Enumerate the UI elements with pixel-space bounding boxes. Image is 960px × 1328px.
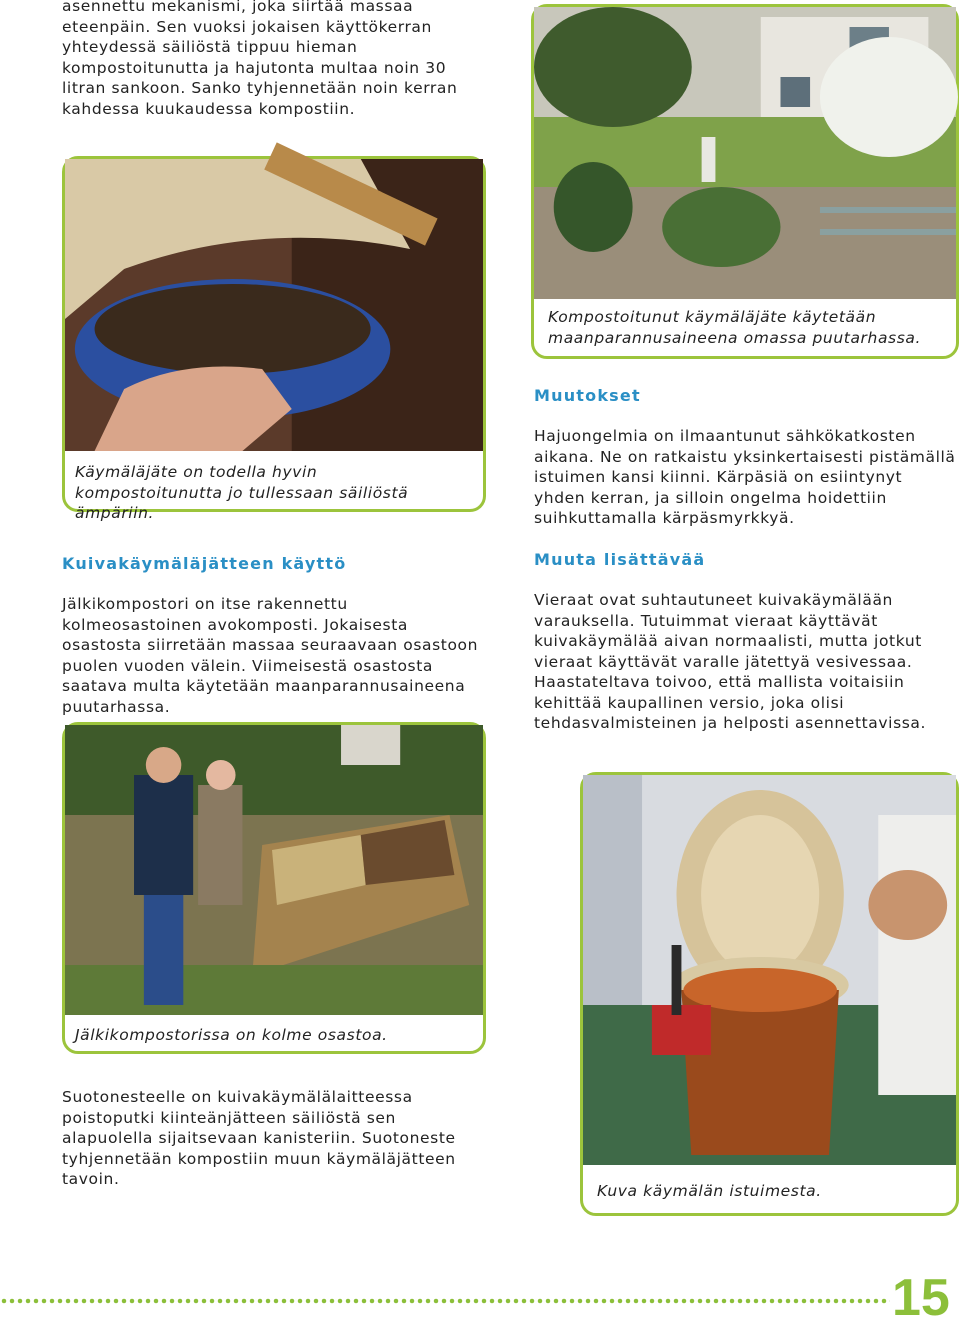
composter-photo-frame bbox=[62, 722, 486, 1054]
garden-photo bbox=[534, 7, 956, 299]
bucket-photo bbox=[65, 159, 483, 451]
bucket-caption: Käymäläjäte on todella hyvin kompostoitunutta jo tullessaan säiliöstä ämpäriin. bbox=[75, 463, 409, 522]
composter-caption: Jälkikompostorissa on kolme osastoa. bbox=[75, 1026, 388, 1044]
footer-dotted-line bbox=[0, 1297, 890, 1305]
kaytto-paragraph: Jälkikompostori on itse rakennettu kolmeosastoinen avokomposti. Jokaisesta osastosta siirretään massaa seuraavaan osastoon puolen vuoden välein. Viimeisestä osastosta saatava multa käytetään maanparannusaineena puutarhassa. bbox=[62, 595, 479, 716]
composter-photo bbox=[65, 725, 483, 1015]
toilet-caption: Kuva käymälän istuimesta. bbox=[597, 1182, 822, 1200]
page-number: 15 bbox=[892, 1269, 950, 1327]
muutokset-heading: Muutokset bbox=[534, 386, 641, 405]
toilet-photo-frame bbox=[580, 772, 959, 1216]
suotoneste-paragraph: Suotonesteelle on kuivakäymälälaitteessa poistoputki kiinteänjätteen säiliöstä sen alapuolella sijaitsevaan kanisteriin. Suotoneste tyhjennetään kompostiin muun käymäläjätteen tavoin. bbox=[62, 1088, 456, 1188]
muutokset-paragraph: Hajuongelmia on ilmaantunut sähkökatkosten aikana. Ne on ratkaistu yksinkertaisesti pistämällä istuimen kansi kiinni. Kärpäsiä on esiintynyt yhden kerran, ja silloin ongelma hoidettiin suihkuttamalla kärpäsmyrkkyä. bbox=[534, 427, 956, 527]
kaytto-heading: Kuivakäymäläjätteen käyttö bbox=[62, 554, 347, 573]
intro-paragraph: asennettu mekanismi, joka siirtää massaa eteenpäin. Sen vuoksi jokaisen käyttökerran yhteydessä säiliöstä tippuu hieman kompostoitunutta ja hajutonta multaa noin 30 litran sankoon. Sanko tyhjennetään noin kerran kahdessa kuukaudessa kompostiin. bbox=[62, 0, 458, 118]
muuta-paragraph: Vieraat ovat suhtautuneet kuivakäymälään varauksella. Tutuimmat vieraat käyttävät kuivakäymälää aivan normaalisti, mutta jotkut vieraat käyttävät varalle jätettyä vesivessaa. Haastateltava toivoo, että mallista voitaisiin kehittää kaupallinen versio, joka olisi tehdasvalmisteinen ja helposti asennettavissa. bbox=[534, 591, 927, 732]
garden-photo-frame bbox=[531, 4, 959, 359]
toilet-photo bbox=[583, 775, 956, 1165]
bucket-photo-frame bbox=[62, 156, 486, 522]
garden-caption: Kompostoitunut käymäläjäte käytetään maanparannusaineena omassa puutarhassa. bbox=[548, 308, 922, 347]
muuta-heading: Muuta lisättävää bbox=[534, 550, 706, 569]
